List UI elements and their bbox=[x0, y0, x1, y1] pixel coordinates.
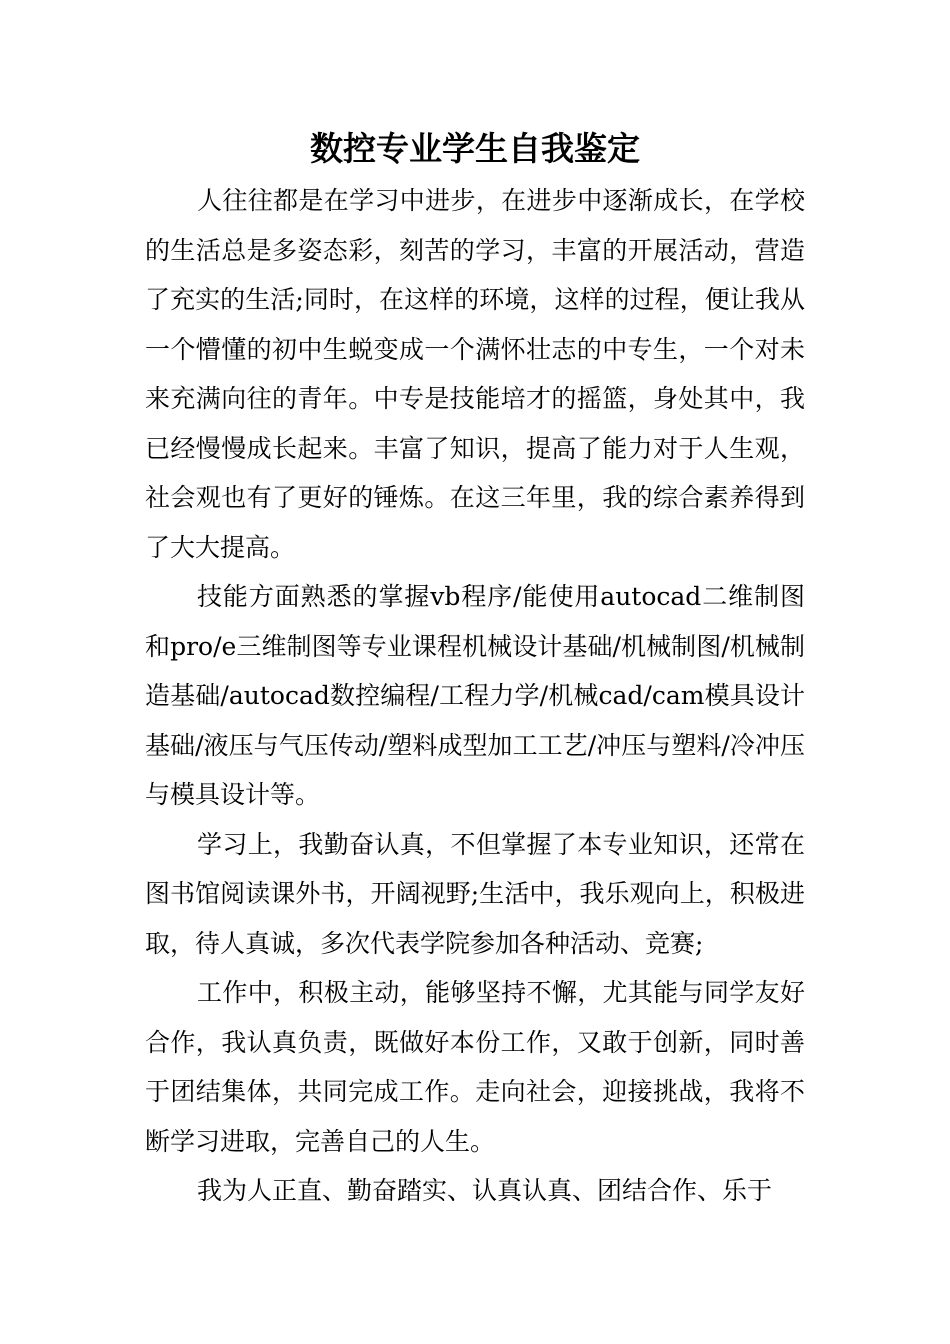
paragraph-intro: 人往往都是在学习中进步，在进步中逐渐成长，在学校的生活总是多姿态彩，刻苦的学习，丰富的开展活动，营造了充实的生活;同时，在这样的环境，这样的过程，便让我从一个懵懂的初中生蜕变成一个满怀壮志的中专生，一个对未来充满向往的青年。中专是技能培才的摇篮，身处其中，我已经慢慢成长起来。丰富了知识，提高了能力对于人生观，社会观也有了更好的锤炼。在这三年里，我的综合素养得到了大大提高。 bbox=[145, 186, 805, 562]
paragraph-skills: 技能方面熟悉的掌握vb程序/能使用autocad二维制图和pro/e三维制图等专业课程机械设计基础/机械制图/机械制造基础/autocad数控编程/工程力学/机械cad/cam模具设计基础/液压与气压传动/塑料成型加工工艺/冲压与塑料/冷冲压与模具设计等。 bbox=[145, 582, 805, 809]
document-body bbox=[145, 176, 805, 1216]
paragraph-work: 工作中，积极主动，能够坚持不懈，尤其能与同学友好合作，我认真负责，既做好本份工作，又敢于创新，同时善于团结集体，共同完成工作。走向社会，迎接挑战，我将不断学习进取，完善自己的人生。 bbox=[145, 978, 805, 1156]
paragraph-character: 我为人正直、勤奋踏实、认真认真、团结合作、乐于 bbox=[197, 1176, 773, 1205]
paragraph-study: 学习上，我勤奋认真，不但掌握了本专业知识，还常在图书馆阅读课外书，开阔视野;生活中，我乐观向上，积极进取，待人真诚，多次代表学院参加各种活动、竞赛; bbox=[145, 829, 805, 958]
document-title: 数控专业学生自我鉴定 bbox=[310, 129, 640, 168]
